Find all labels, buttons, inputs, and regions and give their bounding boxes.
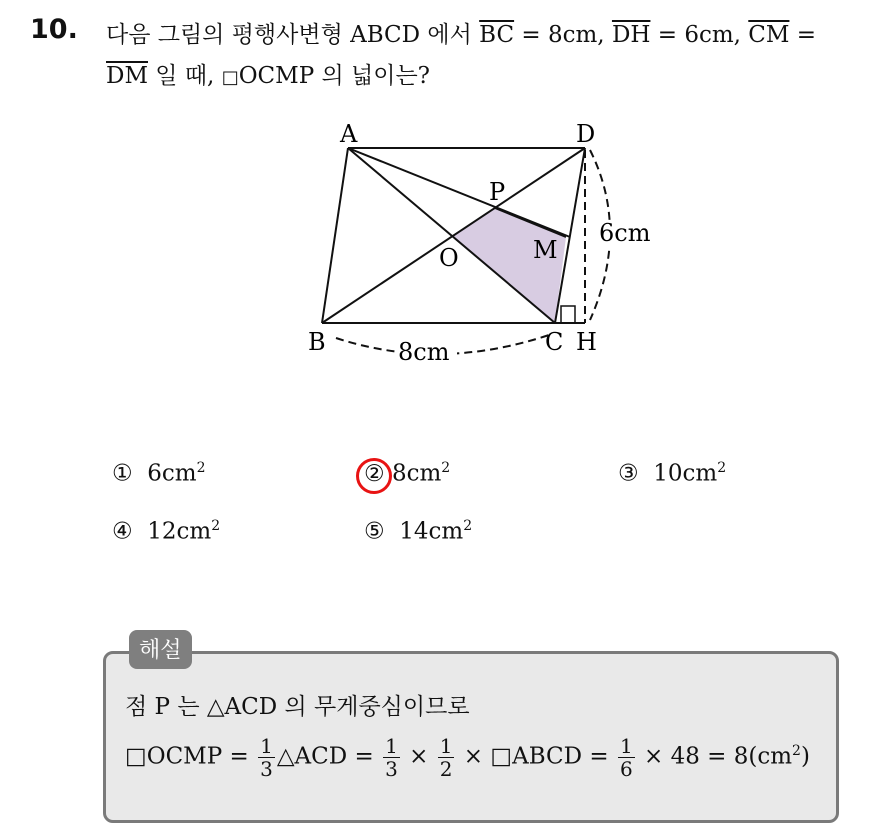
label-b: B [308, 328, 326, 356]
choice-2[interactable]: ② $8cm^2$ [364, 460, 451, 487]
segment-dm: $\overline{DM}$ [106, 63, 148, 89]
segment-am [348, 148, 570, 237]
fraction-1-3-b: $\frac{1}{3}$ [385, 734, 398, 781]
choice-3[interactable]: ③ $10cm^2$ [618, 460, 727, 487]
side-ab [322, 148, 348, 323]
label-a: A [340, 120, 358, 148]
label-p: P [489, 178, 506, 206]
fraction-1-2: $\frac{1}{2}$ [439, 734, 453, 781]
label-o: O [439, 244, 459, 272]
square-symbol: □ [221, 67, 239, 88]
label-m: M [533, 236, 558, 264]
parallelogram-diagram [290, 110, 680, 380]
solution-line2: □OCMP = $\frac{1}{3}$ △ACD = $\frac{1}{3}$ × $\frac{1}{2}$ × □ABCD = $\frac{1}{6}$ × $48 = 8(cm^2)$ [125, 734, 810, 781]
question-text-line1: 다음 그림의 평행사변형 ABCD 에서 $\overline{BC} = 8cm$, $\overline{DH} = 6cm$, $\overline{CM}$ = [106, 22, 817, 48]
solution-tab: 해설 [129, 630, 192, 669]
right-angle-mark [561, 306, 575, 323]
label-c: C [545, 328, 564, 356]
choice-1[interactable]: ① $6cm^2$ [112, 460, 206, 487]
label-h: H [576, 328, 597, 356]
base-label: 8cm [398, 338, 450, 366]
question-number: 10. [30, 14, 78, 45]
segment-cm: $\overline{CM}$ [748, 22, 790, 48]
question-text-line2: $\overline{DM}$ 일 때, □OCMP 의 넓이는? [106, 63, 431, 89]
selected-answer-circle: ② [364, 460, 385, 487]
segment-dh: $\overline{DH}$ [611, 22, 651, 48]
label-d: D [576, 120, 596, 148]
fraction-1-3: $\frac{1}{3}$ [260, 734, 273, 781]
choice-4[interactable]: ④ $12cm^2$ [112, 518, 221, 545]
segment-bc: $\overline{BC}$ [479, 22, 515, 48]
height-label: 6cm [599, 219, 651, 247]
solution-line1: 점 P 는 △ACD 의 무게중심이므로 [125, 694, 470, 720]
choice-5[interactable]: ⑤ $14cm^2$ [364, 518, 473, 545]
fraction-1-6: $\frac{1}{6}$ [619, 734, 633, 781]
